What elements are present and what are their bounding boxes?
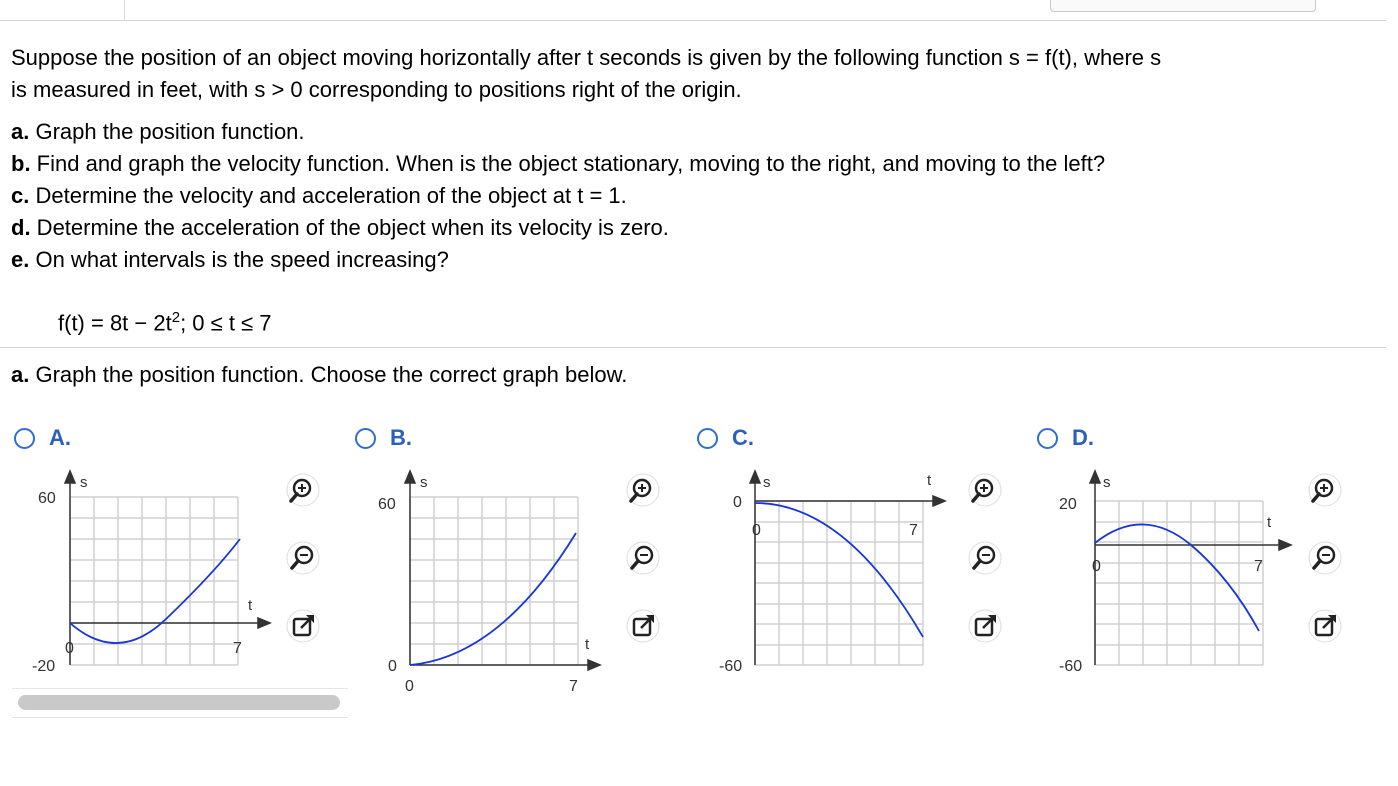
x0-label: 0: [752, 522, 761, 539]
s-label: s: [1103, 474, 1111, 491]
x0-label: 0: [65, 640, 74, 657]
open-in-new-window-icon[interactable]: [1307, 608, 1343, 644]
top-divider-tick: [124, 0, 125, 20]
s-label: s: [420, 474, 428, 491]
zoom-out-icon[interactable]: [285, 540, 321, 576]
question-prompt: [11, 362, 627, 388]
ymin-label: -20: [32, 658, 56, 675]
function-definition: [58, 302, 1381, 339]
problem-statement: [11, 42, 1381, 339]
graph-b[interactable]: [370, 465, 620, 695]
open-in-new-window-icon[interactable]: [967, 608, 1003, 644]
option-a[interactable]: [14, 425, 71, 451]
section-divider: [0, 347, 1386, 348]
open-in-new-window-icon[interactable]: [285, 608, 321, 644]
s-label: s: [80, 474, 88, 491]
t-label: t: [248, 597, 253, 614]
ymin-label: 0: [388, 658, 397, 675]
ymax-label: 60: [378, 496, 396, 513]
part-text: Find and graph the velocity function. When is the object stationary, moving to the right, and moving to the left?: [30, 151, 1106, 176]
graph-a[interactable]: [30, 465, 280, 680]
x0-label: 0: [1092, 558, 1101, 575]
part-text: On what intervals is the speed increasing?: [29, 247, 449, 272]
part-letter: a.: [11, 119, 30, 144]
part-c: [11, 180, 1381, 212]
option-b[interactable]: [355, 425, 412, 451]
part-text: Determine the acceleration of the object when its velocity is zero.: [30, 215, 669, 240]
intro-line-1: Suppose the position of an object moving horizontally after t seconds is given by the following function s = f(t), where s: [11, 45, 1162, 70]
graph-c-curve: [755, 503, 923, 637]
part-e: [11, 244, 1381, 276]
ymax-label: 0: [733, 494, 742, 511]
question-letter: a.: [11, 362, 30, 387]
option-c-label: C.: [732, 425, 754, 450]
part-text: Determine the velocity and acceleration of the object at t = 1.: [29, 183, 627, 208]
zoom-in-icon[interactable]: [1307, 472, 1343, 508]
part-text: Graph the position function.: [29, 119, 305, 144]
x7-label: 7: [569, 678, 578, 695]
graph-c-grid: [755, 501, 923, 665]
option-a-label: A.: [49, 425, 71, 450]
option-b-label: B.: [390, 425, 412, 450]
graph-b-grid: [410, 497, 578, 665]
ymin-label: -60: [1059, 658, 1083, 675]
t-label: t: [1267, 514, 1272, 531]
part-letter: e.: [11, 247, 30, 272]
radio-button-c[interactable]: [697, 428, 718, 449]
part-letter: c.: [11, 183, 30, 208]
zoom-in-icon[interactable]: [625, 472, 661, 508]
s-label: s: [763, 474, 771, 491]
zoom-out-icon[interactable]: [1307, 540, 1343, 576]
top-toolbar-box: [1050, 0, 1316, 12]
ymin-label: -60: [719, 658, 743, 675]
radio-button-b[interactable]: [355, 428, 376, 449]
graph-d-grid: [1095, 501, 1263, 665]
graph-c[interactable]: [715, 465, 965, 680]
part-letter: d.: [11, 215, 31, 240]
option-c[interactable]: [697, 425, 754, 451]
part-d: [11, 212, 1381, 244]
part-letter: b.: [11, 151, 31, 176]
radio-button-a[interactable]: [14, 428, 35, 449]
graph-b-curve: [410, 533, 576, 665]
zoom-out-icon[interactable]: [625, 540, 661, 576]
x0-label: 0: [405, 678, 414, 695]
radio-button-d[interactable]: [1037, 428, 1058, 449]
part-a: [11, 116, 1381, 148]
x7-label: 7: [233, 640, 242, 657]
part-b: [11, 148, 1381, 180]
horizontal-scrollbar[interactable]: [12, 688, 348, 718]
ymax-label: 20: [1059, 496, 1077, 513]
zoom-out-icon[interactable]: [967, 540, 1003, 576]
function-domain: ; 0 ≤ t ≤ 7: [180, 310, 272, 336]
problem-parts: [11, 116, 1381, 276]
t-label: t: [927, 472, 932, 489]
graph-d[interactable]: [1055, 465, 1305, 680]
x7-label: 7: [909, 522, 918, 539]
question-text: Graph the position function. Choose the correct graph below.: [29, 362, 628, 387]
x7-label: 7: [1254, 558, 1263, 575]
scrollbar-thumb[interactable]: [18, 695, 340, 710]
graph-a-axes: [65, 471, 270, 665]
option-d-label: D.: [1072, 425, 1094, 450]
zoom-in-icon[interactable]: [967, 472, 1003, 508]
open-in-new-window-icon[interactable]: [625, 608, 661, 644]
t-label: t: [585, 636, 590, 653]
function-exponent: 2: [171, 309, 181, 326]
option-d[interactable]: [1037, 425, 1094, 451]
function-main: f(t) = 8t − 2t: [58, 310, 172, 336]
ymax-label: 60: [38, 490, 56, 507]
zoom-in-icon[interactable]: [285, 472, 321, 508]
intro-line-2: is measured in feet, with s > 0 corresponding to positions right of the origin.: [11, 77, 742, 102]
top-divider: [0, 20, 1386, 21]
